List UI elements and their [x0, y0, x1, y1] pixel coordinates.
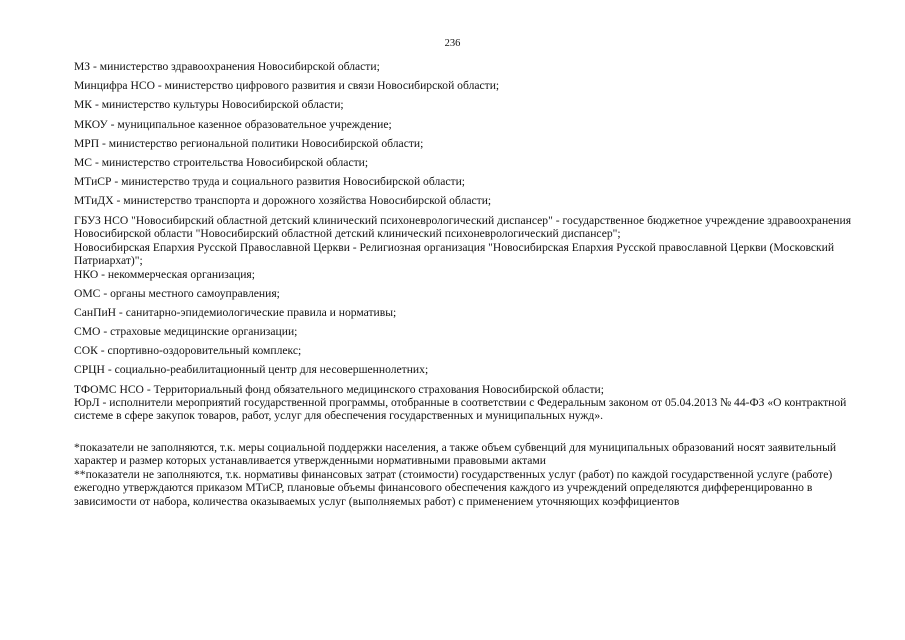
- abbreviation-smo: СМО - страховые медицинские организации;: [74, 325, 298, 339]
- abbreviation-ms: МС - министерство строительства Новосибирской области;: [74, 155, 369, 169]
- abbreviation-mk: МК - министерство культуры Новосибирской области;: [74, 98, 344, 112]
- footnote-double-asterisk: **показатели не заполняются, т.к. нормативы финансовых затрат (стоимости) государственных услуг (работ) по каждой государственной услуге (работе) ежегодно утверждаются приказом МТиСР, плановые объемы финансового обеспечения каждого из учреждений определяются дифференцированно в зависимости от набора, количества оказываемых услуг (выполняемых работ) с применением уточняющих коэффициентов: [74, 467, 833, 508]
- abbreviation-mincifra-nso: Минцифра НСО - министерство цифрового развития и связи Новосибирской области;: [74, 79, 500, 93]
- abbreviation-sanpin: СанПиН - санитарно-эпидемиологические правила и нормативы;: [74, 305, 397, 319]
- abbreviation-eparchy: Новосибирская Епархия Русской Православной Церкви - Религиозная организация "Новосибирская Епархия Русской православной Церкви (Московский Патриархат)";: [74, 240, 835, 267]
- abbreviation-mtisr: МТиСР - министерство труда и социального развития Новосибирской области;: [74, 175, 466, 189]
- abbreviation-tfoms-nso: ТФОМС НСО - Территориальный фонд обязательного медицинского страхования Новосибирской области;: [74, 382, 604, 396]
- abbreviation-mkou: МКОУ - муниципальное казенное образовательное учреждение;: [74, 117, 392, 131]
- abbreviation-srcn: СРЦН - социально-реабилитационный центр для несовершеннолетних;: [74, 363, 429, 377]
- abbreviation-gbuz-nso: ГБУЗ НСО "Новосибирский областной детский клинический психоневрологический диспансер" - государственное бюджетное учреждение здравоохранения Новосибирской области "Новосибирский областной детский клинический психоневрологический диспансер";: [74, 213, 852, 240]
- abbreviation-sok: СОК - спортивно-оздоровительный комплекс;: [74, 344, 302, 358]
- abbreviation-mtidh: МТиДХ - министерство транспорта и дорожного хозяйства Новосибирской области;: [74, 194, 492, 208]
- abbreviation-list: [74, 60, 854, 423]
- abbreviation-nko: НКО - некоммерческая организация;: [74, 267, 255, 281]
- abbreviation-mz: МЗ - министерство здравоохранения Новосибирской области;: [74, 60, 380, 73]
- page-number: 236: [444, 38, 461, 49]
- footnotes: [74, 441, 854, 508]
- abbreviation-yurl: ЮрЛ - исполнители мероприятий государственной программы, отобранные в соответствии с Федеральным законом от 05.04.2013 № 44-ФЗ «О контрактной системе в сфере закупок товаров, работ, услуг для обеспечения государственных и муниципальных нужд».: [74, 395, 847, 422]
- abbreviation-mrp: МРП - министерство региональной политики Новосибирской области;: [74, 136, 424, 150]
- footnote-single-asterisk: *показатели не заполняются, т.к. меры социальной поддержки населения, а также объем субвенций для муниципальных образований носят заявительный характер и размер которых устанавливается утвержденными нормативными правовыми актами: [74, 441, 837, 468]
- abbreviation-oms: ОМС - органы местного самоуправления;: [74, 286, 280, 300]
